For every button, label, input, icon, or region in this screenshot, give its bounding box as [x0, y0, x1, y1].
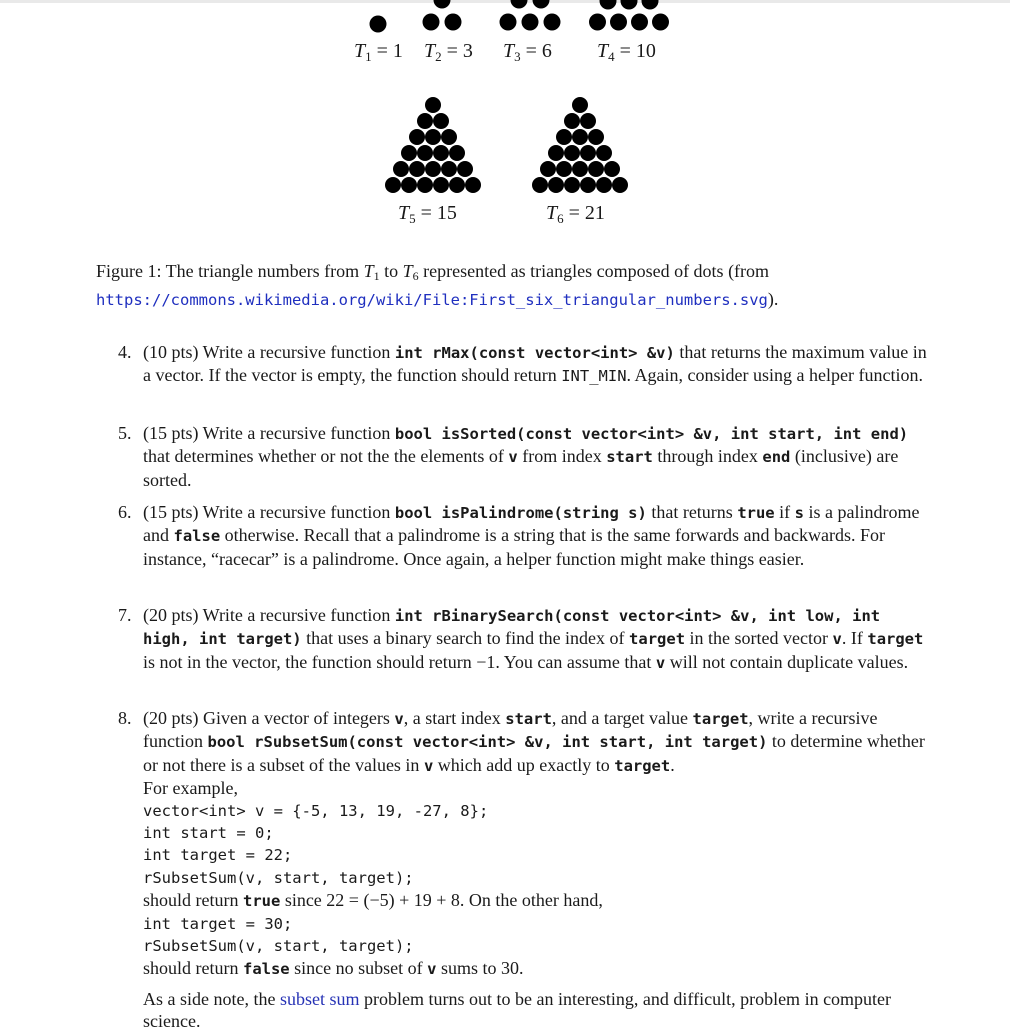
problem-text: (15 pts) Write a recursive function bool isPalindrome(string s) that returns true if s is a palindrome and false otherwise. Recall that a palindrome is a string that is the same forwards and backwards. For instance, “racecar” is a palindrome. Once again, a helper function might make things easier.: [143, 502, 920, 569]
problem-text: (15 pts) Write a recursive function bool isSorted(const vector<int> &v, int start, int end) that determines whether or not the the elements of v from index start through index end (inclusive) are sorted.: [143, 423, 909, 490]
dot: [580, 177, 596, 193]
example-intro: For example,: [143, 778, 238, 799]
dot: [417, 177, 433, 193]
dot: [385, 177, 401, 193]
problem-number: 6.: [118, 502, 132, 522]
result-false: should return false since no subset of v sums to 30.: [143, 958, 524, 979]
dot: [409, 129, 425, 145]
dot: [434, 0, 451, 9]
dot: [548, 145, 564, 161]
label-t5: $T_5 = 15$: [398, 202, 457, 226]
dot: [433, 177, 449, 193]
label-t3: $T_3 = 6$: [503, 40, 552, 64]
problem-4: [118, 341, 930, 388]
dot: [589, 14, 606, 31]
triangle-3: [500, 0, 561, 31]
dot: [522, 14, 539, 31]
label-t1: $T_1 = 1$: [354, 40, 403, 64]
dot: [588, 161, 604, 177]
dot: [370, 16, 387, 33]
dot: [533, 0, 550, 9]
dot: [572, 161, 588, 177]
dot: [556, 161, 572, 177]
caption-url-link[interactable]: https://commons.wikimedia.org/wiki/File:First_six_triangular_numbers.svg: [96, 291, 768, 309]
dot: [610, 14, 627, 31]
dot: [449, 177, 465, 193]
triangle-2: [423, 0, 462, 31]
dot: [540, 161, 556, 177]
dot: [457, 161, 473, 177]
code-line: int start = 0;: [143, 824, 274, 843]
triangle-5: [385, 97, 481, 193]
dot: [548, 177, 564, 193]
dot: [433, 113, 449, 129]
figure-caption: Figure 1: The triangle numbers from $T_1$ to $T_6$ represented as triangles composed of dots (from https://commons.wikimedia.org/wiki/File:First_six_triangular_numbers.svg).: [96, 261, 779, 309]
dot: [572, 129, 588, 145]
triangle-4: [589, 0, 669, 31]
dot: [441, 161, 457, 177]
dot: [425, 129, 441, 145]
problem-number: 5.: [118, 423, 132, 443]
code-line: int target = 22;: [143, 846, 293, 865]
dot: [511, 0, 528, 9]
dot: [564, 113, 580, 129]
dot: [564, 177, 580, 193]
dot: [588, 129, 604, 145]
triangle-6: [532, 97, 628, 193]
dot: [631, 14, 648, 31]
dot: [596, 145, 612, 161]
result-true: should return true since 22 = (−5) + 19 + 8. On the other hand,: [143, 890, 603, 911]
code-line: int target = 30;: [143, 914, 293, 933]
side-note: As a side note, the subset sum problem turns out to be an interesting, and difficult, problem in computer science.: [143, 988, 892, 1032]
triangle-dot-figure: [0, 0, 1010, 230]
dot: [393, 161, 409, 177]
dot: [449, 145, 465, 161]
dot: [556, 129, 572, 145]
dot: [441, 129, 457, 145]
problem-6: [118, 501, 930, 570]
dot: [500, 14, 517, 31]
dot: [401, 177, 417, 193]
dot: [564, 145, 580, 161]
dot: [417, 145, 433, 161]
dot: [423, 14, 440, 31]
problem-text: [143, 707, 930, 1033]
dot: [445, 14, 462, 31]
problem-8: [118, 707, 930, 1033]
dot: [596, 177, 612, 193]
problem-number: 4.: [118, 342, 132, 362]
label-t2: $T_2 = 3$: [424, 40, 473, 64]
dot: [532, 177, 548, 193]
code-line: rSubsetSum(v, start, target);: [143, 937, 414, 956]
problem-8-statement: (20 pts) Given a vector of integers v, a start index start, and a target value target, write a recursive function bool rSubsetSum(const vector<int> &v, int start, int target) to determine whether or not there is a subset of the values in v which add up exactly to target.: [143, 708, 925, 775]
dot: [600, 0, 617, 10]
problem-text: (20 pts) Write a recursive function int rBinarySearch(const vector<int> &v, int low, int high, int target) that uses a binary search to find the index of target in the sorted vector v. If target is not in the vector, the function should return −1. You can assume that v will not contain duplicate values.: [143, 605, 924, 672]
dot: [544, 14, 561, 31]
dot: [580, 145, 596, 161]
dot: [425, 161, 441, 177]
dot: [401, 145, 417, 161]
label-t6: $T_6 = 21$: [546, 202, 605, 226]
dot: [465, 177, 481, 193]
dot: [425, 97, 441, 113]
problem-7: [118, 604, 930, 674]
problem-number: 8.: [118, 708, 132, 728]
dot: [621, 0, 638, 10]
dot: [604, 161, 620, 177]
dot: [580, 113, 596, 129]
triangle-1: [370, 16, 387, 33]
code-line: vector<int> v = {-5, 13, 19, -27, 8};: [143, 801, 489, 820]
dot: [409, 161, 425, 177]
problem-5: [118, 422, 930, 491]
label-t4: $T_4 = 10$: [597, 40, 656, 64]
code-line: rSubsetSum(v, start, target);: [143, 868, 414, 887]
subset-sum-link[interactable]: subset sum: [279, 988, 360, 1009]
dot: [642, 0, 659, 10]
dot: [572, 97, 588, 113]
problem-number: 7.: [118, 605, 132, 625]
dot: [612, 177, 628, 193]
problem-text: (10 pts) Write a recursive function int rMax(const vector<int> &v) that returns the maximum value in a vector. If the vector is empty, the function should return INT_MIN. Again, consider using a helper function.: [143, 342, 927, 386]
dot: [417, 113, 433, 129]
dot: [433, 145, 449, 161]
dot: [652, 14, 669, 31]
